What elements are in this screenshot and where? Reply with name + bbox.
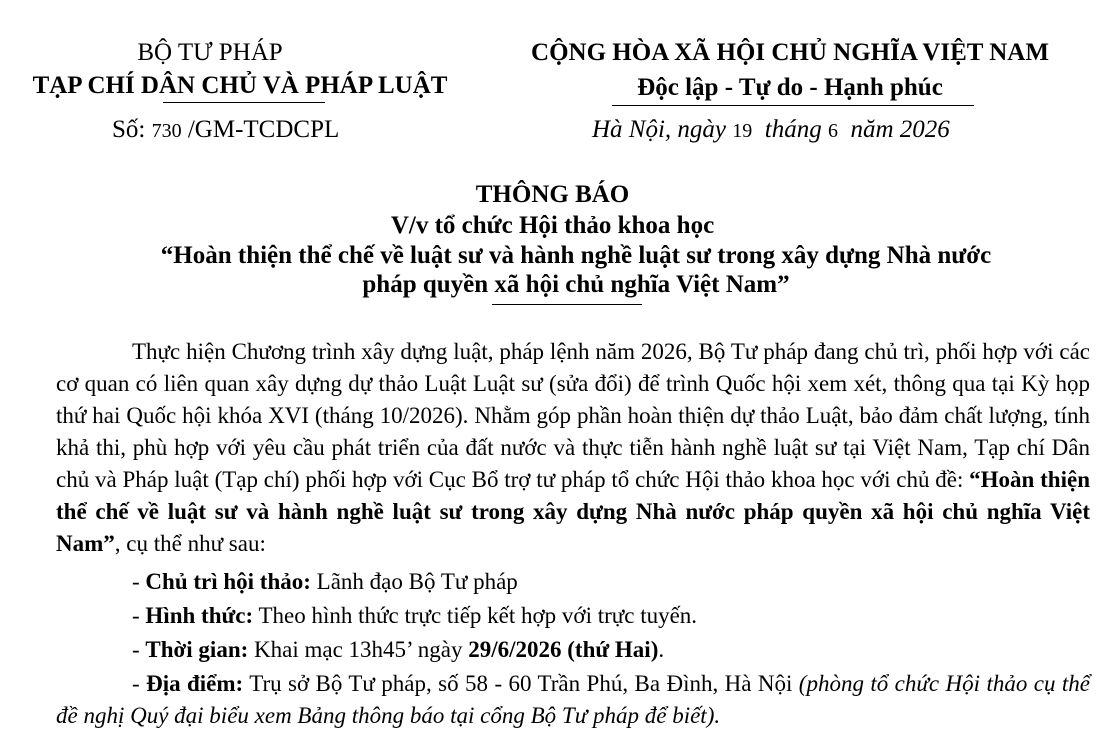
intro-text: Thực hiện Chương trình xây dựng luật, pháp lệnh năm 2026, Bộ Tư pháp đang chủ trì, phối hợp với các cơ quan có liên quan xây dựng dự thảo Luật Luật sư (sửa đổi) để trình Quốc hội xem xét, thông qua tại Kỳ họp thứ hai Quốc hội khóa XVI (tháng 10/2026). Nhằm góp phần hoàn thiện dự thảo Luật, bảo đảm chất lượng, tính khả thi, phù hợp với yêu cầu phát triển của đất nước và thực tiễn hành nghề luật sư tại Việt Nam, Tạp chí Dân chủ và Pháp luật (Tạp chí) phối hợp với Cục Bổ trợ tư pháp tổ chức Hội thảo khoa học với chủ đề:: [56, 339, 1090, 492]
item-chair: - Chủ trì hội thảo: Lãnh đạo Bộ Tư pháp: [132, 569, 518, 594]
item-format: - Hình thức: Theo hình thức trực tiếp kết hợp với trực tuyến.: [132, 603, 698, 628]
item-venue: - Địa điểm: Trụ sở Bộ Tư pháp, số 58 - 60 Trần Phú, Ba Đình, Hà Nội (phòng tổ chức Hội thảo cụ thể đề nghị Quý đại biểu xem Bảng thông báo tại cổng Bộ Tư pháp để biết).: [56, 671, 1090, 728]
intro-end: , cụ thể như sau:: [114, 531, 266, 556]
agency-name: TẠP CHÍ DÂN CHỦ VÀ PHÁP LUẬT: [32, 72, 448, 99]
time-value: Khai mạc 13h45’ ngày: [248, 637, 469, 662]
date-year: năm 2026: [850, 116, 950, 143]
country-name: CỘNG HÒA XÃ HỘI CHỦ NGHĨA VIỆT NAM: [531, 39, 1049, 66]
date-day: 19: [732, 120, 753, 142]
number-suffix: /GM-TCDCPL: [187, 116, 340, 143]
issue-date: [592, 115, 950, 146]
number-value: 730: [151, 120, 182, 142]
time-date: 29/6/2026: [468, 637, 562, 662]
title-underline: [492, 304, 642, 305]
format-label: Hình thức:: [145, 603, 254, 628]
venue-value: Trụ sở Bộ Tư pháp, số 58 - 60 Trần Phú, Ba Đình, Hà Nội: [243, 671, 799, 696]
date-prefix: Hà Nội, ngày: [592, 116, 727, 143]
agency-underline: [163, 102, 325, 103]
date-month: 6: [827, 120, 838, 142]
ministry-name: BỘ TƯ PHÁP: [137, 39, 283, 66]
venue-note: (phòng tổ chức Hội thảo cụ thể đề nghị Quý đại biểu xem Bảng thông báo tại cổng Bộ Tư pháp để biết).: [56, 671, 1090, 728]
date-month-label: tháng: [764, 116, 822, 143]
number-prefix: Số:: [112, 116, 146, 143]
intro-paragraph: [56, 336, 1090, 560]
document-number: [112, 115, 339, 146]
topic-line-1: “Hoàn thiện thể chế về luật sư và hành nghề luật sư trong xây dựng Nhà nước: [160, 242, 992, 269]
intro-topic: “Hoàn thiện thể chế về luật sư và hành nghề luật sư trong xây dựng Nhà nước pháp quyền xã hội chủ nghĩa Việt Nam”: [56, 467, 1090, 556]
venue-label: Địa điểm:: [146, 671, 244, 696]
document-heading: THÔNG BÁO: [475, 181, 630, 208]
topic-line-2: pháp quyền xã hội chủ nghĩa Việt Nam”: [362, 271, 790, 298]
chair-label: Chủ trì hội thảo:: [145, 569, 311, 594]
chair-value: Lãnh đạo Bộ Tư pháp: [310, 569, 518, 594]
time-day: (thứ Hai): [567, 637, 659, 662]
motto-underline: [612, 105, 974, 106]
national-motto: Độc lập - Tự do - Hạnh phúc: [637, 74, 943, 101]
item-time: - Thời gian: Khai mạc 13h45’ ngày 29/6/2026 (thứ Hai).: [132, 637, 665, 662]
format-value: Theo hình thức trực tiếp kết hợp với trực tuyến.: [253, 603, 698, 628]
document-subject: V/v tổ chức Hội thảo khoa học: [390, 212, 715, 239]
time-label: Thời gian:: [145, 637, 249, 662]
